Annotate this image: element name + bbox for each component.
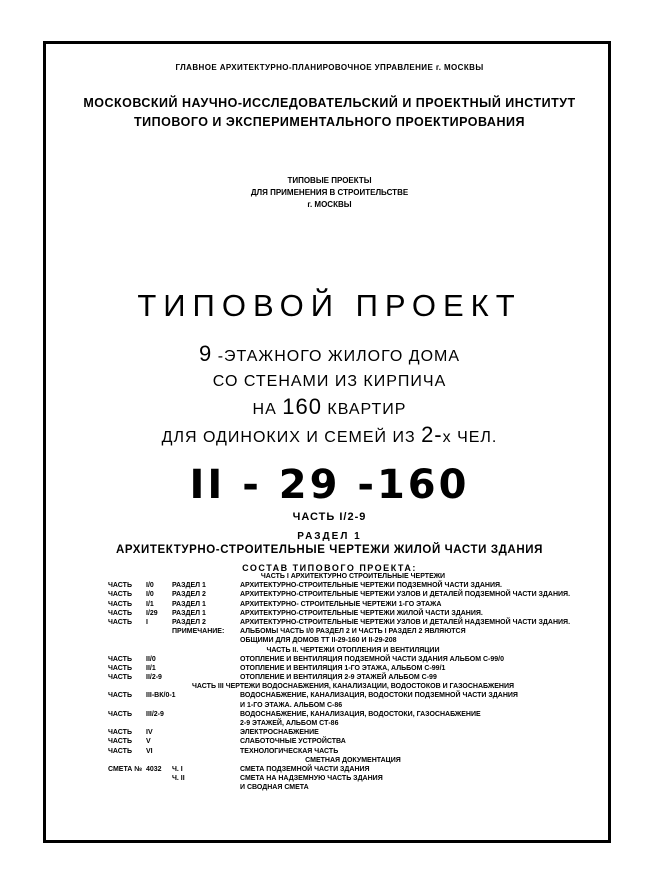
floors-number: 9: [198, 341, 213, 366]
contents-part-number: VI: [146, 747, 153, 755]
desc-line-4-post: х ЧЕЛ.: [442, 429, 498, 446]
contents-description: АРХИТЕКТУРНО-СТРОИТЕЛЬНЫЕ ЧЕРТЕЖИ ПОДЗЕМНОЙ ЧАСТИ ЗДАНИЯ.: [240, 582, 502, 590]
contents-heading-text: ЧАСТЬ I АРХИТЕКТУРНО СТРОИТЕЛЬНЫЕ ЧЕРТЕЖИ: [260, 573, 446, 580]
contents-row: [108, 581, 598, 590]
series-line-3: г. МОСКВЫ: [307, 200, 352, 209]
contents-description: АРХИТЕКТУРНО-СТРОИТЕЛЬНЫЕ ЧЕРТЕЖИ УЗЛОВ И ДЕТАЛЕЙ НАДЗЕМНОЙ ЧАСТИ ЗДАНИЯ.: [240, 618, 571, 626]
desc-line-2: СО СТЕНАМИ ИЗ КИРПИЧА: [212, 373, 447, 390]
contents-part-number: I: [146, 618, 148, 626]
contents-heading-text: ЧАСТЬ II. ЧЕРТЕЖИ ОТОПЛЕНИЯ И ВЕНТИЛЯЦИИ: [266, 646, 440, 654]
contents-description: 2-9 ЭТАЖЕЙ, АЛЬБОМ СТ-86: [240, 720, 339, 727]
contents-row: [108, 673, 598, 682]
contents-heading: [108, 572, 598, 581]
contents-part-label: СМЕТА №: [108, 765, 143, 773]
part-name: АРХИТЕКТУРНО-СТРОИТЕЛЬНЫЕ ЧЕРТЕЖИ ЖИЛОЙ ЧАСТИ ЗДАНИЯ: [116, 544, 543, 556]
contents-section: РАЗДЕЛ 1: [172, 582, 206, 590]
agency-name: ГЛАВНОЕ АРХИТЕКТУРНО-ПЛАНИРОВОЧНОЕ УПРАВЛЕНИЕ г. МОСКВЫ: [175, 63, 484, 72]
contents-part-label: ЧАСТЬ: [108, 692, 132, 700]
contents-section: ПРИМЕЧАНИЕ:: [172, 628, 225, 636]
contents-part-number: I/0: [146, 591, 154, 599]
contents-heading: [108, 756, 598, 765]
contents-part-label: ЧАСТЬ: [108, 609, 132, 617]
desc-line-1: [0, 341, 659, 369]
contents-row: [108, 609, 598, 618]
desc-line-1-text: -ЭТАЖНОГО ЖИЛОГО ДОМА: [217, 348, 461, 365]
contents-part-label: ЧАСТЬ: [108, 674, 132, 682]
contents-row: [108, 691, 598, 700]
desc-line-3-post: КВАРТИР: [327, 401, 407, 418]
contents-description: АРХИТЕКТУРНО- СТРОИТЕЛЬНЫЕ ЧЕРТЕЖИ 1-ГО ЭТАЖА: [240, 600, 442, 608]
contents-section: РАЗДЕЛ 1: [172, 609, 206, 617]
contents-row: [108, 627, 598, 636]
contents-part-number: I/1: [146, 600, 154, 608]
contents-section: Ч. II: [172, 775, 185, 783]
contents-section: РАЗДЕЛ 1: [172, 600, 206, 608]
contents-heading: [108, 682, 598, 691]
contents-row: [108, 728, 598, 737]
contents-description: ЭЛЕКТРОСНАБЖЕНИЕ: [240, 729, 319, 737]
desc-line-3: [0, 394, 659, 422]
institute-name: [0, 94, 659, 132]
contents-part-number: 4032: [146, 765, 162, 773]
contents-section: Ч. I: [172, 765, 183, 773]
contents-row: [108, 765, 598, 774]
contents-description: СМЕТА НА НАДЗЕМНУЮ ЧАСТЬ ЗДАНИЯ: [240, 775, 383, 783]
contents-row: [108, 664, 598, 673]
apartments-number: 160: [282, 394, 322, 419]
contents-description: И 1-ГО ЭТАЖА. АЛЬБОМ С-86: [240, 701, 343, 709]
contents-part-number: IV: [146, 729, 153, 737]
contents-description: ВОДОСНАБЖЕНИЕ, КАНАЛИЗАЦИЯ, ВОДОСТОКИ, ГАЗОСНАБЖЕНИЕ: [240, 710, 481, 718]
contents-part-label: ЧАСТЬ: [108, 618, 132, 626]
series-line-1: ТИПОВЫЕ ПРОЕКТЫ: [287, 176, 372, 185]
contents-description: АЛЬБОМЫ ЧАСТЬ I/0 РАЗДЕЛ 2 И ЧАСТЬ I РАЗДЕЛ 2 ЯВЛЯЮТСЯ: [240, 628, 466, 636]
contents-part-label: ЧАСТЬ: [108, 747, 132, 755]
contents-description: АРХИТЕКТУРНО-СТРОИТЕЛЬНЫЕ ЧЕРТЕЖИ УЗЛОВ И ДЕТАЛЕЙ ПОДЗЕМНОЙ ЧАСТИ ЗДАНИЯ.: [240, 591, 571, 599]
contents-section: РАЗДЕЛ 2: [172, 591, 206, 599]
contents-description: ОТОПЛЕНИЕ И ВЕНТИЛЯЦИЯ 2-9 ЭТАЖЕЙ АЛЬБОМ С-99: [240, 674, 437, 682]
contents-part-label: ЧАСТЬ: [108, 582, 132, 590]
contents-description: И СВОДНАЯ СМЕТА: [240, 784, 309, 792]
contents-row: [108, 783, 598, 792]
contents-row: [108, 701, 598, 710]
institute-line-2: ТИПОВОГО И ЭКСПЕРИМЕНТАЛЬНОГО ПРОЕКТИРОВАНИЯ: [134, 115, 525, 129]
contents-part-label: ЧАСТЬ: [108, 600, 132, 608]
contents-part-number: I/0: [146, 582, 154, 590]
series-line-2: ДЛЯ ПРИМЕНЕНИЯ В СТРОИТЕЛЬСТВЕ: [250, 188, 409, 197]
contents-row: [108, 774, 598, 783]
desc-line-3-pre: НА: [252, 401, 277, 418]
contents-description: ОБЩИМИ ДЛЯ ДОМОВ ТТ II-29-160 И II-29-208: [240, 637, 397, 645]
contents-row: [108, 719, 598, 728]
contents-row: [108, 600, 598, 609]
contents-part-label: ЧАСТЬ: [108, 729, 132, 737]
institute-line-1: МОСКОВСКИЙ НАУЧНО-ИССЛЕДОВАТЕЛЬСКИЙ И ПРОЕКТНЫЙ ИНСТИТУТ: [83, 96, 576, 110]
contents-description: ОТОПЛЕНИЕ И ВЕНТИЛЯЦИЯ ПОДЗЕМНОЙ ЧАСТИ ЗДАНИЯ АЛЬБОМ С-99/0: [240, 655, 505, 663]
contents-heading: [108, 646, 598, 655]
contents-part-number: V: [146, 738, 151, 746]
contents-heading-text: СМЕТНАЯ ДОКУМЕНТАЦИЯ: [305, 756, 401, 764]
contents-part-number: III/2-9: [146, 710, 164, 718]
contents-part-number: II/1: [146, 664, 156, 672]
contents-part-label: ЧАСТЬ: [108, 591, 132, 599]
contents-part-label: ЧАСТЬ: [108, 738, 132, 746]
contents-part-label: ЧАСТЬ: [108, 710, 132, 718]
contents-row: [108, 636, 598, 645]
contents-row: [108, 655, 598, 664]
persons-number: 2-: [421, 422, 443, 447]
composition-heading: СОСТАВ ТИПОВОГО ПРОЕКТА:: [242, 563, 417, 573]
contents-part-label: ЧАСТЬ: [108, 655, 132, 663]
section-number: РАЗДЕЛ 1: [297, 531, 362, 542]
contents-description: ТЕХНОЛОГИЧЕСКАЯ ЧАСТЬ: [240, 747, 339, 755]
contents-part-number: III-ВК/0-1: [146, 692, 176, 700]
contents-description: АРХИТЕКТУРНО-СТРОИТЕЛЬНЫЕ ЧЕРТЕЖИ ЖИЛОЙ ЧАСТИ ЗДАНИЯ.: [240, 609, 483, 617]
contents-row: [108, 747, 598, 756]
contents-description: ОТОПЛЕНИЕ И ВЕНТИЛЯЦИЯ 1-ГО ЭТАЖА, АЛЬБОМ С-99/1: [240, 664, 446, 672]
project-description: [0, 341, 659, 450]
contents-section: РАЗДЕЛ 2: [172, 618, 206, 626]
part-number: ЧАСТЬ I/2-9: [292, 511, 367, 523]
contents-part-number: II/2-9: [146, 674, 162, 682]
contents-description: ВОДОСНАБЖЕНИЕ, КАНАЛИЗАЦИЯ, ВОДОСТОКИ ПОДЗЕМНОЙ ЧАСТИ ЗДАНИЯ: [240, 692, 518, 700]
series-block: [0, 175, 659, 211]
project-code: II - 29 -160: [189, 462, 470, 508]
desc-line-4: [0, 422, 659, 450]
contents-row: [108, 737, 598, 746]
contents-row: [108, 618, 598, 627]
main-title: ТИПОВОЙ ПРОЕКТ: [137, 288, 522, 323]
contents-row: [108, 590, 598, 599]
contents-part-label: ЧАСТЬ: [108, 664, 132, 672]
contents-part-number: II/0: [146, 655, 156, 663]
contents-heading-text: ЧАСТЬ III ЧЕРТЕЖИ ВОДОСНАБЖЕНИЯ, КАНАЛИЗАЦИИ, ВОДОСТОКОВ И ГАЗОСНАБЖЕНИЯ: [191, 683, 515, 691]
contents-part-number: I/29: [146, 609, 158, 617]
contents-row: [108, 710, 598, 719]
desc-line-4-pre: ДЛЯ ОДИНОКИХ И СЕМЕЙ ИЗ: [161, 429, 416, 446]
contents-description: СЛАБОТОЧНЫЕ УСТРОЙСТВА: [240, 738, 346, 746]
contents-description: СМЕТА ПОДЗЕМНОЙ ЧАСТИ ЗДАНИЯ: [240, 765, 370, 773]
contents-list: [108, 572, 598, 793]
